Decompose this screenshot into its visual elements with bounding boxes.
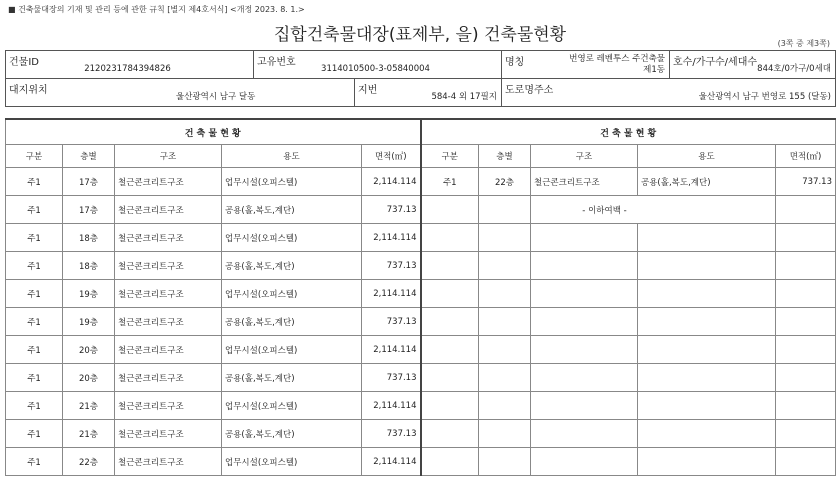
unique-no-value: 3114010500-3-05840004 — [321, 64, 430, 74]
building-id-cell — [6, 51, 254, 79]
cell-division: 주1 — [421, 168, 479, 196]
cell-usage: 업무시설(오피스텔) — [222, 280, 362, 308]
cell-structure: 철근콘크리트구조 — [115, 280, 222, 308]
cell-division: 주1 — [6, 364, 63, 392]
cell-area: 737.13 — [362, 420, 421, 448]
cell-division: 주1 — [6, 224, 63, 252]
cell-division: 주1 — [6, 196, 63, 224]
cell-structure: 철근콘크리트구조 — [115, 196, 222, 224]
cell-empty — [421, 420, 479, 448]
cell-structure: 철근콘크리트구조 — [115, 308, 222, 336]
lot-value: 584-4 외 17필지 — [431, 92, 497, 102]
cell-empty — [479, 336, 531, 364]
cell-empty — [479, 448, 531, 476]
cell-area: 2,114.114 — [362, 448, 421, 476]
cell-empty — [531, 252, 638, 280]
cell-empty — [479, 252, 531, 280]
cell-area: 737.13 — [362, 308, 421, 336]
cell-area: 737.13 — [362, 364, 421, 392]
cell-area: 2,114.114 — [362, 168, 421, 196]
col-header-structure: 구조 — [115, 145, 222, 168]
table-row — [6, 224, 836, 252]
cell-empty — [776, 196, 836, 224]
cell-structure: 철근콘크리트구조 — [115, 364, 222, 392]
cell-empty — [421, 448, 479, 476]
cell-empty — [638, 420, 776, 448]
cell-empty — [531, 364, 638, 392]
cell-area: 737.13 — [776, 168, 836, 196]
cell-empty — [638, 252, 776, 280]
site-location-cell — [6, 79, 502, 107]
cell-floor: 21층 — [63, 420, 115, 448]
table-row — [6, 280, 836, 308]
cell-empty — [776, 448, 836, 476]
cell-empty — [638, 308, 776, 336]
cell-division: 주1 — [6, 252, 63, 280]
cell-floor: 17층 — [63, 168, 115, 196]
cell-division: 주1 — [6, 168, 63, 196]
cell-empty — [776, 364, 836, 392]
section-title-left: 건 축 물 현 황 — [6, 119, 421, 145]
cell-empty — [479, 392, 531, 420]
building-id-label: 건물ID — [9, 57, 39, 68]
cell-floor: 19층 — [63, 280, 115, 308]
cell-empty — [479, 196, 531, 224]
cell-empty — [776, 252, 836, 280]
col-header-floor: 층별 — [479, 145, 531, 168]
cell-floor: 20층 — [63, 336, 115, 364]
cell-usage: 공용(홀,복도,계단) — [638, 168, 776, 196]
cell-floor: 18층 — [63, 252, 115, 280]
units-label: 호수/가구수/세대수 — [673, 57, 758, 68]
col-header-usage: 용도 — [222, 145, 362, 168]
cell-floor: 18층 — [63, 224, 115, 252]
cell-division: 주1 — [6, 448, 63, 476]
page-title: 집합건축물대장(표제부, 을) 건축물현황 — [273, 25, 567, 45]
column-header-row — [6, 145, 836, 168]
section-title-row — [6, 119, 836, 145]
blank-marker: - 이하여백 - — [531, 196, 776, 224]
table-row — [6, 364, 836, 392]
table-row — [6, 168, 836, 196]
cell-empty — [421, 336, 479, 364]
cell-area: 2,114.114 — [362, 336, 421, 364]
cell-structure: 철근콘크리트구조 — [115, 168, 222, 196]
cell-area: 737.13 — [362, 196, 421, 224]
building-info-table — [5, 50, 836, 107]
road-address-label: 도로명주소 — [505, 85, 554, 96]
col-header-floor: 층별 — [63, 145, 115, 168]
cell-empty — [421, 392, 479, 420]
col-header-division: 구분 — [6, 145, 63, 168]
units-cell — [670, 51, 836, 79]
cell-usage: 공용(홀,복도,계단) — [222, 252, 362, 280]
building-name-value: 번영로 레벤투스 주건축물 제1동 — [569, 54, 665, 75]
cell-floor: 22층 — [479, 168, 531, 196]
cell-usage: 업무시설(오피스텔) — [222, 224, 362, 252]
cell-empty — [479, 364, 531, 392]
cell-floor: 22층 — [63, 448, 115, 476]
lot-label: 지번 — [358, 85, 378, 96]
cell-empty — [479, 420, 531, 448]
unique-no-cell — [254, 51, 502, 79]
cell-empty — [531, 308, 638, 336]
cell-structure: 철근콘크리트구조 — [115, 392, 222, 420]
page-indicator: (3쪽 중 제3쪽) — [777, 39, 830, 48]
cell-empty — [421, 196, 479, 224]
road-address-value: 울산광역시 남구 번영로 155 (달동) — [698, 92, 831, 102]
cell-division: 주1 — [6, 280, 63, 308]
cell-division: 주1 — [6, 392, 63, 420]
cell-empty — [638, 364, 776, 392]
cell-structure: 철근콘크리트구조 — [115, 448, 222, 476]
cell-structure: 철근콘크리트구조 — [115, 420, 222, 448]
table-row — [6, 308, 836, 336]
col-header-structure: 구조 — [531, 145, 638, 168]
cell-empty — [638, 448, 776, 476]
cell-floor: 17층 — [63, 196, 115, 224]
building-name-label: 명칭 — [505, 57, 525, 68]
cell-empty — [776, 224, 836, 252]
cell-empty — [421, 224, 479, 252]
table-row — [6, 448, 836, 476]
cell-structure: 철근콘크리트구조 — [531, 168, 638, 196]
cell-empty — [421, 252, 479, 280]
col-header-area: 면적(㎡) — [362, 145, 421, 168]
cell-division: 주1 — [6, 420, 63, 448]
col-header-division: 구분 — [421, 145, 479, 168]
table-row — [6, 392, 836, 420]
cell-empty — [638, 280, 776, 308]
table-row — [6, 420, 836, 448]
cell-area: 2,114.114 — [362, 224, 421, 252]
col-header-area: 면적(㎡) — [776, 145, 836, 168]
cell-empty — [421, 364, 479, 392]
section-title-right: 건 축 물 현 황 — [421, 119, 836, 145]
col-header-usage: 용도 — [638, 145, 776, 168]
table-row — [6, 336, 836, 364]
cell-usage: 공용(홀,복도,계단) — [222, 420, 362, 448]
cell-empty — [638, 392, 776, 420]
cell-usage: 업무시설(오피스텔) — [222, 168, 362, 196]
building-name-cell — [502, 51, 670, 79]
unique-no-label: 고유번호 — [257, 57, 296, 68]
cell-usage: 업무시설(오피스텔) — [222, 336, 362, 364]
cell-empty — [776, 336, 836, 364]
cell-division: 주1 — [6, 308, 63, 336]
cell-structure: 철근콘크리트구조 — [115, 336, 222, 364]
table-row — [6, 196, 836, 224]
table-row — [6, 252, 836, 280]
cell-empty — [776, 280, 836, 308]
cell-area: 2,114.114 — [362, 392, 421, 420]
building-status-table — [5, 118, 836, 476]
cell-usage: 공용(홀,복도,계단) — [222, 196, 362, 224]
cell-empty — [638, 336, 776, 364]
cell-empty — [776, 392, 836, 420]
cell-floor: 20층 — [63, 364, 115, 392]
cell-empty — [479, 280, 531, 308]
cell-empty — [531, 392, 638, 420]
cell-division: 주1 — [6, 336, 63, 364]
cell-empty — [531, 448, 638, 476]
cell-empty — [638, 224, 776, 252]
cell-area: 2,114.114 — [362, 280, 421, 308]
cell-empty — [776, 308, 836, 336]
cell-usage: 공용(홀,복도,계단) — [222, 364, 362, 392]
cell-structure: 철근콘크리트구조 — [115, 224, 222, 252]
cell-empty — [531, 420, 638, 448]
cell-empty — [421, 280, 479, 308]
cell-empty — [531, 280, 638, 308]
units-value: 844호/0가구/0세대 — [757, 64, 831, 74]
cell-empty — [776, 420, 836, 448]
form-regulation-note: ■ 건축물대장의 기재 및 관리 등에 관한 규칙 [별지 제4호서식] <개정 2023. 8. 1.> — [8, 5, 305, 14]
cell-floor: 19층 — [63, 308, 115, 336]
cell-empty — [531, 224, 638, 252]
cell-usage: 업무시설(오피스텔) — [222, 392, 362, 420]
cell-area: 737.13 — [362, 252, 421, 280]
cell-structure: 철근콘크리트구조 — [115, 252, 222, 280]
cell-empty — [479, 224, 531, 252]
site-location-label: 대지위치 — [9, 85, 48, 96]
road-address-cell — [502, 79, 836, 107]
building-id-value: 2120231784394826 — [84, 64, 171, 74]
cell-floor: 21층 — [63, 392, 115, 420]
cell-usage: 공용(홀,복도,계단) — [222, 308, 362, 336]
cell-empty — [531, 336, 638, 364]
site-location-value: 울산광역시 남구 달동 — [176, 92, 256, 102]
cell-empty — [421, 308, 479, 336]
cell-empty — [479, 308, 531, 336]
cell-usage: 업무시설(오피스텔) — [222, 448, 362, 476]
